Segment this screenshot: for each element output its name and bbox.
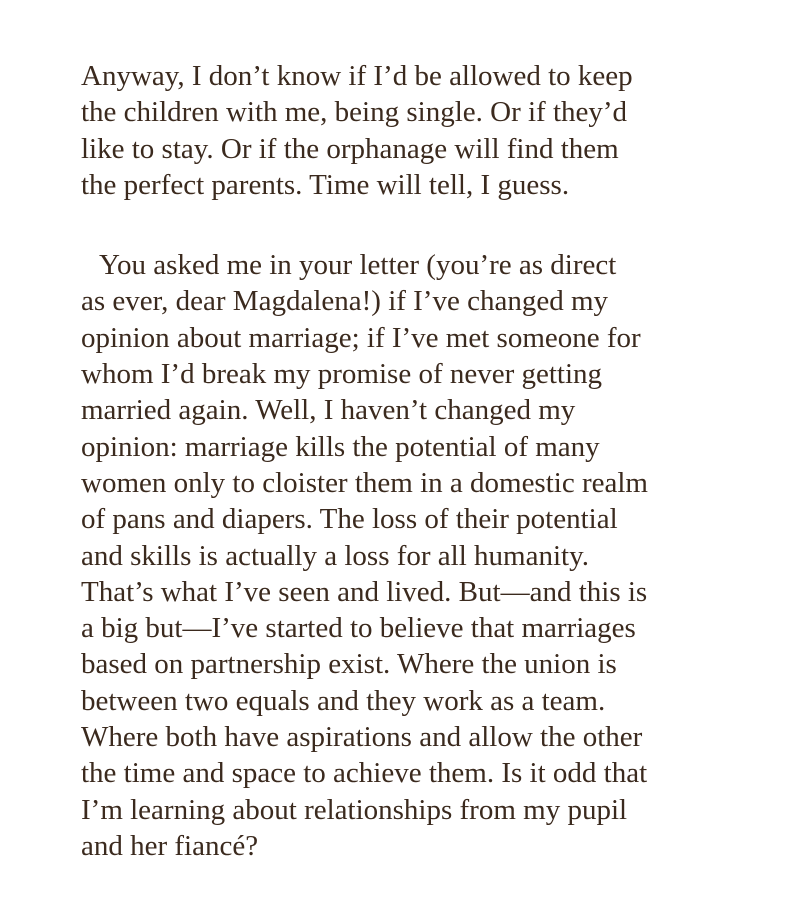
text-line: and skills is actually a loss for all humanity. bbox=[81, 539, 589, 572]
text-line: like to stay. Or if the orphanage will find them bbox=[81, 132, 619, 165]
paragraph-2 bbox=[81, 247, 761, 864]
text-line: I’m learning about relationships from my pupil bbox=[81, 793, 628, 826]
text-line: That’s what I’ve seen and lived. But—and this is bbox=[81, 575, 648, 608]
text-line: Anyway, I don’t know if I’d be allowed to keep bbox=[81, 60, 633, 92]
page-text bbox=[81, 58, 761, 864]
text-line: as ever, dear Magdalena!) if I’ve changed my bbox=[81, 285, 609, 318]
text-line: whom I’d break my promise of never getting bbox=[81, 358, 603, 391]
text-line: opinion about marriage; if I’ve met someone for bbox=[81, 321, 641, 354]
text-line: opinion: marriage kills the potential of many bbox=[81, 430, 600, 463]
text-line: married again. Well, I haven’t changed my bbox=[81, 394, 576, 427]
text-line: the children with me, being single. Or if they’d bbox=[81, 96, 628, 129]
text-line: of pans and diapers. The loss of their potential bbox=[81, 503, 618, 536]
text-line: between two equals and they work as a team. bbox=[81, 684, 606, 717]
text-line: women only to cloister them in a domestic realm bbox=[81, 466, 648, 499]
text-line: the perfect parents. Time will tell, I guess. bbox=[81, 168, 570, 201]
text-line: You asked me in your letter (you’re as direct bbox=[99, 249, 617, 282]
text-line: based on partnership exist. Where the union is bbox=[81, 648, 617, 681]
text-line: a big but—I’ve started to believe that marriages bbox=[81, 612, 636, 645]
text-line: Where both have aspirations and allow the other bbox=[81, 721, 643, 754]
text-line: the time and space to achieve them. Is it odd that bbox=[81, 757, 648, 790]
paragraph-1 bbox=[81, 58, 761, 203]
text-line: and her fiancé? bbox=[81, 829, 259, 862]
